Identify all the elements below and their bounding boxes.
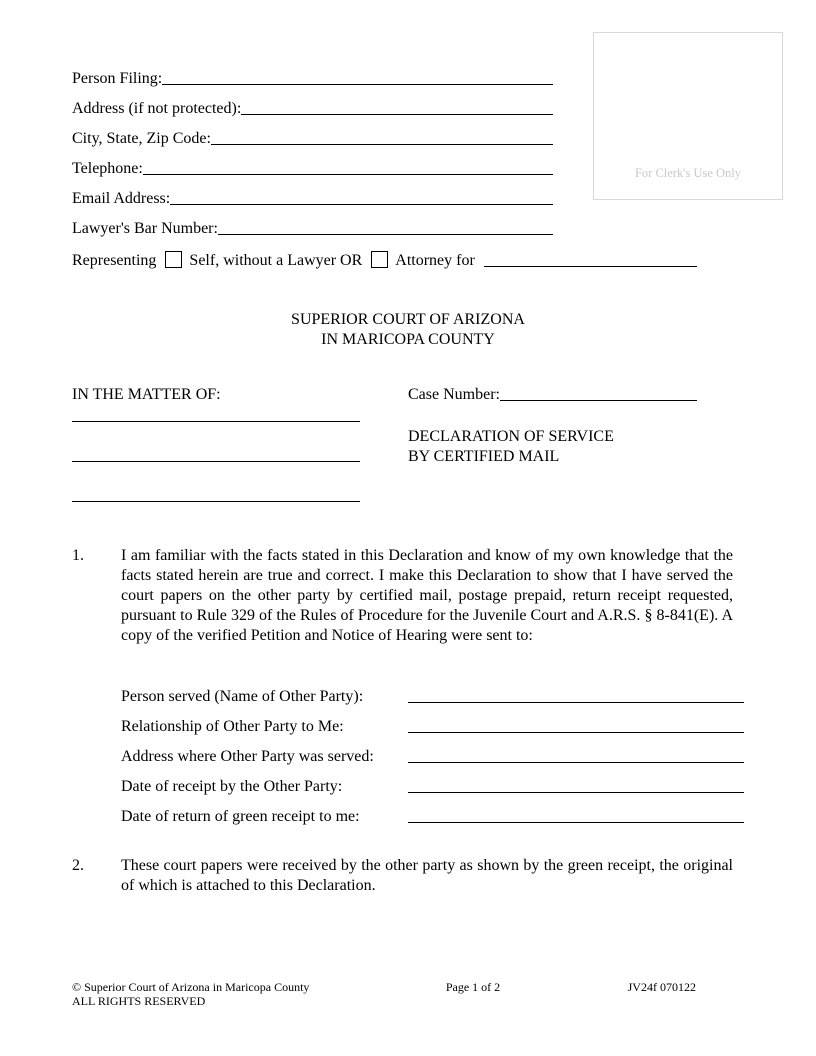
- court-header: [0, 310, 816, 350]
- filer-info-block: [72, 58, 553, 238]
- relationship-label: Relationship of Other Party to Me:: [121, 718, 344, 735]
- address-input-line[interactable]: [241, 100, 553, 115]
- address-row: [72, 88, 553, 118]
- bar-number-label: Lawyer's Bar Number:: [72, 220, 218, 237]
- case-number-input-line[interactable]: [500, 386, 697, 401]
- email-row: [72, 178, 553, 208]
- document-title: [408, 427, 614, 467]
- item-1-number: 1.: [72, 547, 84, 564]
- footer-copyright: [72, 980, 372, 1008]
- matter-of-label: IN THE MATTER OF:: [72, 386, 221, 403]
- item-2-text: These court papers were received by the other party as shown by the green receipt, the original of which is attached to this Declaration.: [121, 857, 733, 894]
- person-served-input-line[interactable]: [408, 688, 744, 703]
- declaration-item-1: [72, 546, 733, 646]
- relationship-input-line[interactable]: [408, 718, 744, 733]
- case-number-row: [408, 386, 697, 404]
- case-number-label: Case Number:: [408, 386, 500, 403]
- person-served-label: Person served (Name of Other Party):: [121, 688, 364, 705]
- representing-row: [72, 240, 697, 270]
- attorney-for-input-line[interactable]: [484, 252, 697, 267]
- court-name-line1: SUPERIOR COURT OF ARIZONA: [291, 311, 525, 328]
- city-state-zip-row: [72, 118, 553, 148]
- document-title-line2: BY CERTIFIED MAIL: [408, 448, 560, 465]
- person-filing-row: [72, 58, 553, 88]
- clerk-use-only-box: [593, 32, 783, 200]
- footer-copyright-line1: © Superior Court of Arizona in Maricopa County: [72, 980, 310, 994]
- self-checkbox[interactable]: [165, 251, 182, 268]
- document-title-line1: DECLARATION OF SERVICE: [408, 428, 614, 445]
- telephone-input-line[interactable]: [143, 160, 553, 175]
- bar-number-row: [72, 208, 553, 238]
- email-label: Email Address:: [72, 190, 171, 207]
- served-address-label: Address where Other Party was served:: [121, 748, 374, 765]
- telephone-row: [72, 148, 553, 178]
- footer-page-number: Page 1 of 2: [445, 980, 501, 994]
- self-option-label: Self, without a Lawyer OR: [189, 252, 363, 269]
- item-2-number: 2.: [72, 857, 84, 874]
- person-served-row: [121, 676, 744, 706]
- matter-name-line-1[interactable]: [72, 421, 360, 422]
- footer-copyright-line2: ALL RIGHTS RESERVED: [72, 994, 206, 1008]
- served-address-row: [121, 736, 744, 766]
- attorney-option-label: Attorney for: [395, 252, 475, 269]
- email-input-line[interactable]: [170, 190, 553, 205]
- bar-number-input-line[interactable]: [218, 220, 553, 235]
- receipt-date-label: Date of receipt by the Other Party:: [121, 778, 343, 795]
- attorney-checkbox[interactable]: [371, 251, 388, 268]
- city-state-zip-input-line[interactable]: [211, 130, 553, 145]
- service-fields-block: [121, 676, 744, 826]
- matter-name-line-3[interactable]: [72, 501, 360, 502]
- representing-label: Representing: [72, 252, 157, 269]
- clerk-use-only-label: For Clerk's Use Only: [634, 166, 742, 180]
- declaration-item-2: [72, 856, 733, 896]
- item-1-text: I am familiar with the facts stated in this Declaration and know of my own knowledge that the facts stated herein are true and correct. I make this Declaration to show that I have served the court papers on the other party by certified mail, postage prepaid, return receipt requested, pursuant to Rule 329 of the Rules of Procedure for the Juvenile Court and A.R.S. § 8-841(E). A copy of the verified Petition and Notice of Hearing were sent to:: [121, 547, 733, 644]
- court-name-line2: IN MARICOPA COUNTY: [321, 331, 495, 348]
- relationship-row: [121, 706, 744, 736]
- green-receipt-return-input-line[interactable]: [408, 808, 744, 823]
- person-filing-input-line[interactable]: [162, 70, 553, 85]
- served-address-input-line[interactable]: [408, 748, 744, 763]
- person-filing-label: Person Filing:: [72, 70, 163, 87]
- matter-name-line-2[interactable]: [72, 461, 360, 462]
- footer-form-number: JV24f 070122: [627, 980, 696, 994]
- page-footer: [72, 980, 744, 1008]
- telephone-label: Telephone:: [72, 160, 143, 177]
- receipt-date-input-line[interactable]: [408, 778, 744, 793]
- receipt-date-row: [121, 766, 744, 796]
- address-label: Address (if not protected):: [72, 100, 242, 117]
- green-receipt-return-row: [121, 796, 744, 826]
- city-state-zip-label: City, State, Zip Code:: [72, 130, 211, 147]
- green-receipt-return-label: Date of return of green receipt to me:: [121, 808, 360, 825]
